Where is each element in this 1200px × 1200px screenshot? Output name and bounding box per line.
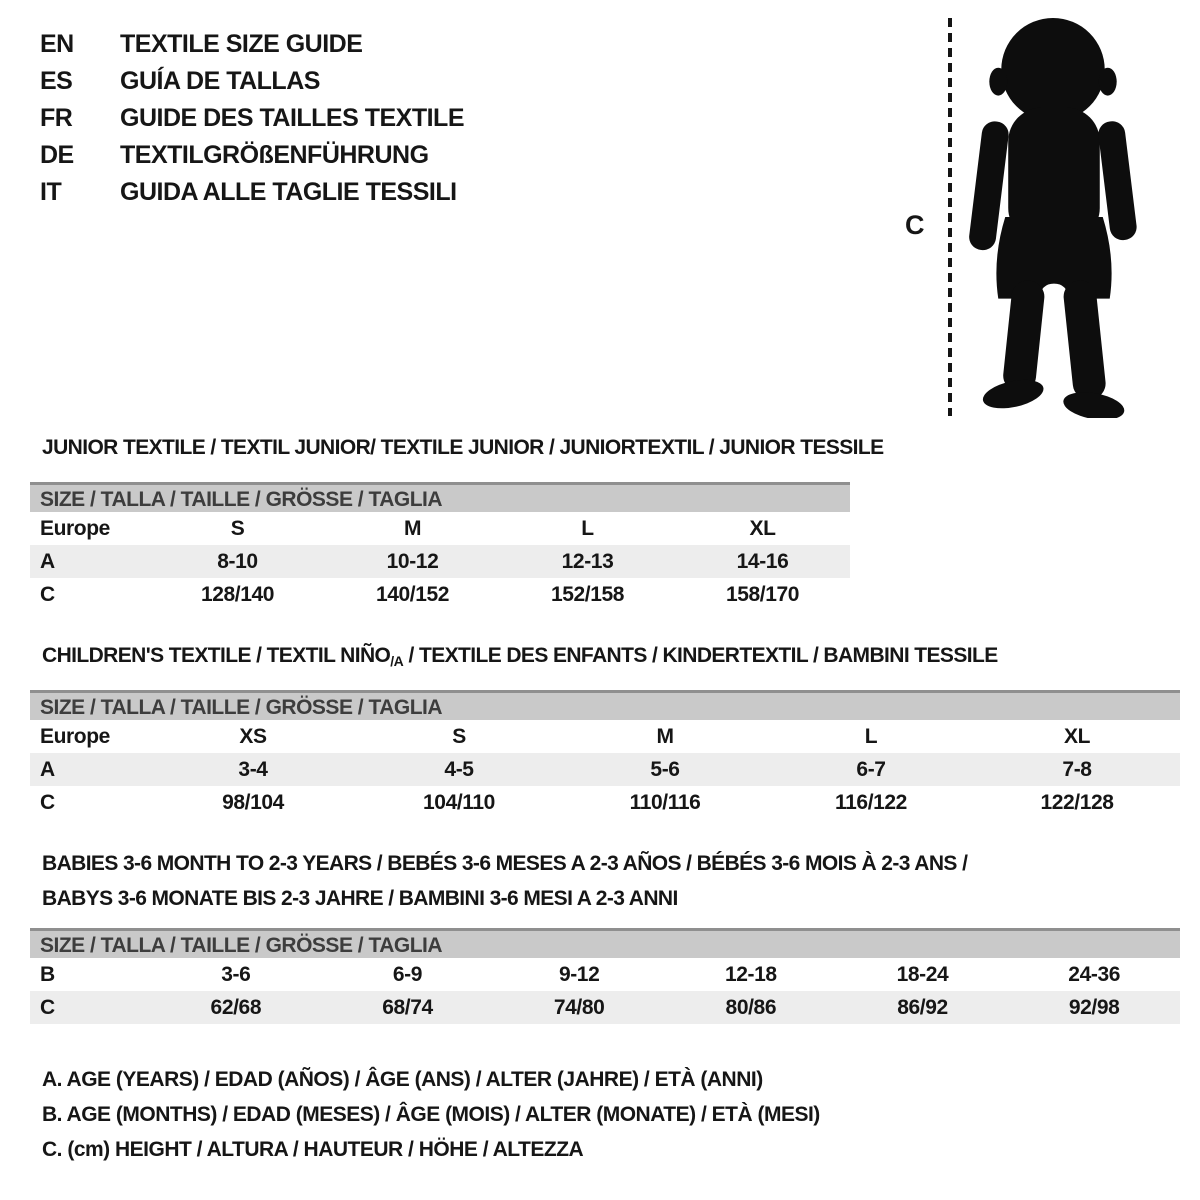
legend-line-c: C. (cm) HEIGHT / ALTURA / HAUTEUR / HÖHE / ALTEZZA	[42, 1138, 584, 1161]
table-cell: 6-9	[392, 962, 423, 986]
language-row	[40, 26, 464, 63]
row-label: C	[40, 790, 55, 814]
section-title-children-post: / TEXTILE DES ENFANTS / KINDERTEXTIL / BAMBINI TESSILE	[403, 644, 998, 667]
table-cell: XL	[749, 516, 776, 540]
language-code: DE	[40, 141, 74, 169]
height-measure-line	[948, 18, 952, 416]
language-title: GUIDE DES TAILLES TEXTILE	[120, 104, 465, 132]
table-header-banner: SIZE / TALLA / TAILLE / GRÖSSE / TAGLIA	[30, 928, 1180, 958]
language-header	[40, 26, 464, 211]
table-cell: 152/158	[550, 582, 625, 606]
babies-size-table	[30, 928, 1180, 1024]
legend-line-a: A. AGE (YEARS) / EDAD (AÑOS) / ÂGE (ANS) / ALTER (JAHRE) / ETÀ (ANNI)	[42, 1068, 763, 1091]
table-cell: XL	[1063, 724, 1091, 748]
table-row	[30, 578, 850, 611]
row-label: Europe	[40, 516, 110, 540]
table-cell: 104/110	[423, 790, 495, 814]
table-cell: M	[403, 516, 422, 540]
junior-size-table	[30, 482, 850, 611]
height-measure-label: C	[905, 210, 925, 240]
table-row	[30, 545, 850, 578]
table-cell: 6-7	[856, 757, 886, 781]
table-cell: 110/116	[629, 790, 701, 814]
table-cell: 4-5	[444, 757, 474, 781]
language-title: GUIDA ALLE TAGLIE TESSILI	[120, 178, 457, 206]
language-code: FR	[40, 104, 73, 132]
section-title-babies-line1: BABIES 3-6 MONTH TO 2-3 YEARS / BEBÉS 3-6 MESES A 2-3 AÑOS / BÉBÉS 3-6 MOIS À 2-3 ANS /	[42, 852, 968, 875]
table-cell: 122/128	[1040, 790, 1114, 814]
language-row	[40, 174, 464, 211]
table-cell: 3-6	[221, 962, 251, 986]
table-cell: 18-24	[896, 962, 949, 986]
language-code: IT	[40, 178, 62, 206]
row-label: C	[40, 995, 55, 1019]
language-row	[40, 100, 464, 137]
legend	[42, 1062, 820, 1167]
table-cell: 8-10	[217, 549, 258, 573]
table-cell: 12-13	[561, 549, 614, 573]
section-title-babies-line2: BABYS 3-6 MONATE BIS 2-3 JAHRE / BAMBINI 3-6 MESI A 2-3 ANNI	[42, 887, 678, 910]
language-code: ES	[40, 67, 73, 95]
table-row	[30, 512, 850, 545]
children-size-table	[30, 690, 1180, 819]
table-cell: 5-6	[650, 757, 680, 781]
row-label: Europe	[40, 724, 110, 748]
section-title-babies	[42, 846, 967, 916]
language-row	[40, 137, 464, 174]
table-cell: 14-16	[736, 549, 789, 573]
table-cell: S	[230, 516, 245, 540]
table-cell: M	[656, 724, 674, 748]
table-cell: L	[581, 516, 594, 540]
section-title-children-pre: CHILDREN'S TEXTILE / TEXTIL NIÑO	[42, 644, 391, 667]
table-row	[30, 991, 1180, 1024]
language-row	[40, 63, 464, 100]
table-cell: XS	[239, 724, 267, 748]
row-label: A	[40, 549, 55, 573]
section-title-children	[42, 644, 998, 669]
table-cell: L	[864, 724, 878, 748]
language-title: TEXTILGRÖßENFÜHRUNG	[120, 141, 429, 169]
table-cell: 128/140	[200, 582, 275, 606]
row-label: C	[40, 582, 55, 606]
table-cell: 74/80	[553, 995, 605, 1019]
table-cell: 140/152	[375, 582, 450, 606]
table-cell: 7-8	[1062, 757, 1092, 781]
table-cell: 68/74	[382, 995, 433, 1019]
language-title: GUÍA DE TALLAS	[120, 67, 320, 95]
table-header-banner: SIZE / TALLA / TAILLE / GRÖSSE / TAGLIA	[30, 690, 1180, 720]
table-cell: 92/98	[1068, 995, 1120, 1019]
table-cell: 86/92	[897, 995, 948, 1019]
table-cell: 116/122	[835, 790, 907, 814]
row-label: B	[40, 962, 55, 986]
table-cell: 62/68	[210, 995, 262, 1019]
toddler-silhouette-icon	[963, 10, 1143, 418]
language-code: EN	[40, 30, 74, 58]
table-row	[30, 786, 1180, 819]
table-cell: 24-36	[1068, 962, 1121, 986]
table-row	[30, 720, 1180, 753]
table-cell: 9-12	[558, 962, 600, 986]
table-cell: 3-4	[238, 757, 268, 781]
table-cell: S	[452, 724, 466, 748]
row-label: A	[40, 757, 55, 781]
section-title-junior: JUNIOR TEXTILE / TEXTIL JUNIOR/ TEXTILE JUNIOR / JUNIORTEXTIL / JUNIOR TESSILE	[42, 436, 884, 459]
table-row	[30, 753, 1180, 786]
table-cell: 10-12	[386, 549, 439, 573]
language-title: TEXTILE SIZE GUIDE	[120, 30, 363, 58]
table-cell: 80/86	[725, 995, 777, 1019]
table-cell: 98/104	[222, 790, 284, 814]
table-cell: 158/170	[725, 582, 800, 606]
legend-line-b: B. AGE (MONTHS) / EDAD (MESES) / ÂGE (MOIS) / ALTER (MONATE) / ETÀ (MESI)	[42, 1103, 820, 1126]
table-header-banner: SIZE / TALLA / TAILLE / GRÖSSE / TAGLIA	[30, 482, 850, 512]
table-row	[30, 958, 1180, 991]
table-cell: 12-18	[724, 962, 777, 986]
section-title-children-sub: /A	[390, 653, 404, 669]
